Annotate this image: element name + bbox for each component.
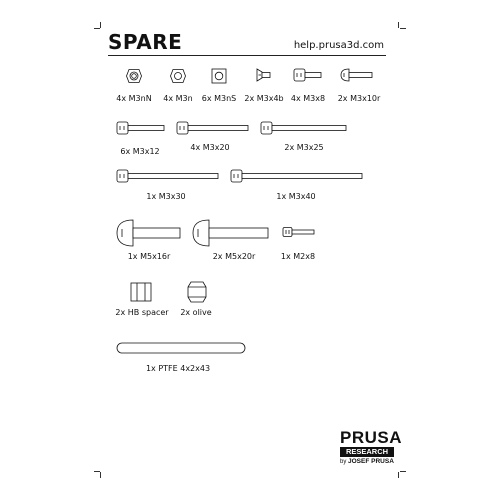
nyloc-nut-icon bbox=[126, 68, 142, 84]
part-label: 1x M2x8 bbox=[280, 252, 316, 261]
logo-by-name: JOSEF PRUSA bbox=[348, 458, 394, 465]
ptfe-tube-icon bbox=[116, 341, 246, 355]
part-label: 1x M3x30 bbox=[146, 192, 186, 201]
part-label: 2x M3x10r bbox=[337, 94, 381, 103]
logo-by-prefix: by bbox=[340, 459, 347, 465]
square-nut-icon bbox=[211, 68, 227, 84]
part-label: 4x M3x20 bbox=[190, 143, 230, 152]
crop-mark bbox=[398, 472, 399, 478]
part-label: 2x M3x25 bbox=[284, 143, 324, 152]
screw-icon bbox=[260, 120, 348, 136]
crop-mark bbox=[100, 472, 101, 478]
crop-mark bbox=[400, 28, 406, 29]
part-label: 4x M3x8 bbox=[290, 94, 326, 103]
part-label: 2x olive bbox=[180, 308, 212, 317]
page-title: SPARE bbox=[108, 30, 183, 54]
logo-sub: RESEARCH bbox=[340, 447, 394, 457]
screw-icon bbox=[230, 168, 364, 184]
part-label: 1x M3x40 bbox=[276, 192, 316, 201]
prusa-research-logo bbox=[340, 428, 403, 465]
part-label: 1x PTFE 4x2x43 bbox=[145, 364, 211, 373]
part-label: 4x M3n bbox=[163, 94, 193, 103]
header-divider bbox=[108, 55, 386, 56]
crop-mark bbox=[400, 471, 406, 472]
crop-mark bbox=[100, 22, 101, 28]
screw-icon bbox=[176, 120, 250, 136]
part-label: 2x M5x20r bbox=[212, 252, 256, 261]
part-label: 2x M3x4b bbox=[244, 94, 284, 103]
part-label: 4x M3nN bbox=[116, 94, 152, 103]
screw-icon bbox=[282, 226, 316, 238]
logo-brand: PRUSA bbox=[340, 428, 403, 447]
countersunk-screw-icon bbox=[256, 67, 272, 83]
part-label: 2x HB spacer bbox=[115, 308, 169, 317]
help-url: help.prusa3d.com bbox=[293, 40, 384, 51]
crop-mark bbox=[398, 22, 399, 28]
part-label: 6x M3x12 bbox=[120, 147, 160, 156]
button-head-screw-icon bbox=[116, 218, 182, 248]
logo-byline bbox=[340, 458, 394, 465]
nut-icon bbox=[170, 68, 186, 84]
olive-icon bbox=[186, 280, 208, 304]
crop-mark bbox=[94, 471, 100, 472]
screw-icon bbox=[116, 168, 220, 184]
part-label: 1x M5x16r bbox=[127, 252, 171, 261]
screw-icon bbox=[293, 67, 323, 83]
screw-icon bbox=[116, 120, 166, 136]
button-head-screw-icon bbox=[192, 218, 270, 248]
spacer-icon bbox=[130, 282, 152, 302]
part-label: 6x M3nS bbox=[201, 94, 237, 103]
crop-mark bbox=[94, 28, 100, 29]
button-head-screw-icon bbox=[340, 67, 374, 83]
